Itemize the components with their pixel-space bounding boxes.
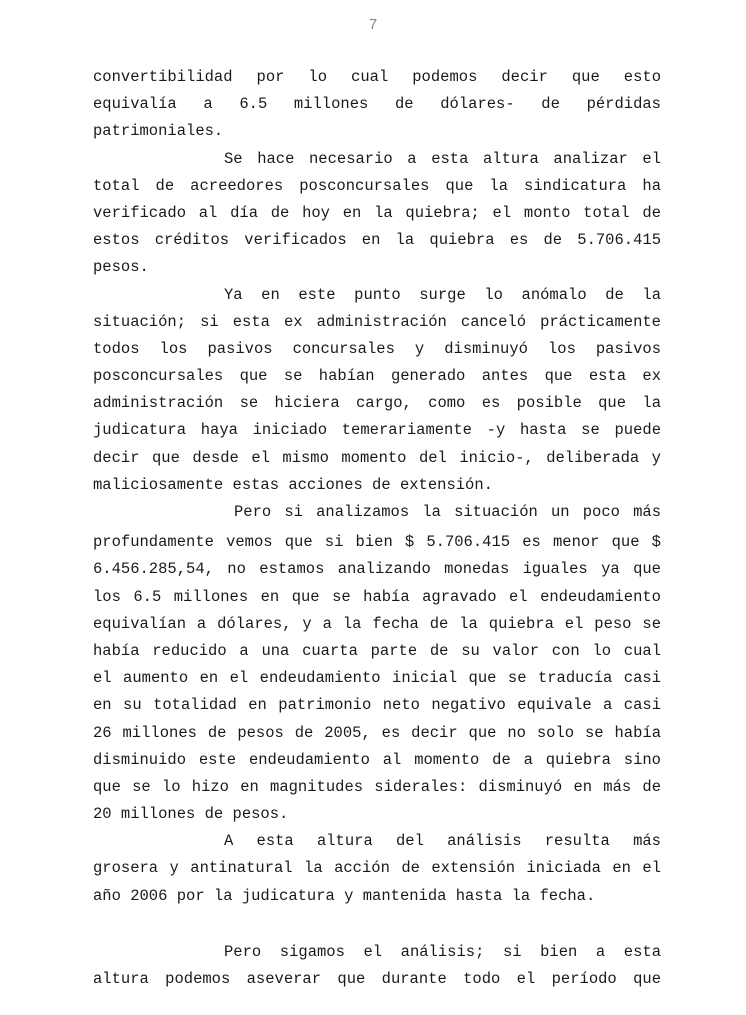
text-line: había reducido a una cuarta parte de su valor con lo cual (93, 641, 661, 660)
text-line: los 6.5 millones en que se había agravado el endeudamiento (93, 587, 661, 606)
paragraph-1 (93, 64, 661, 146)
text-line: administración se hiciera cargo, como es posible que la (93, 394, 661, 413)
text-line: grosera y antinatural la acción de extensión iniciada en el (93, 859, 661, 878)
text-line: total de acreedores posconcursales que la sindicatura ha (93, 176, 661, 195)
text-line: Pero sigamos el análisis; si bien a esta (224, 942, 661, 961)
text-line: 26 millones de pesos de 2005, es decir que no solo se había (93, 723, 661, 742)
text-line: en su totalidad en patrimonio neto negativo equivale a casi (93, 696, 661, 715)
text-line: equivalían a dólares, y a la fecha de la quiebra el peso se (93, 614, 661, 633)
text-line: año 2006 por la judicatura y mantenida hasta la fecha. (93, 886, 596, 905)
text-line: todos los pasivos concursales y disminuyó los pasivos (93, 339, 661, 358)
text-line: el aumento en el endeudamiento inicial que se traducía casi (93, 669, 661, 688)
text-line: judicatura haya iniciado temerariamente -y hasta se puede (93, 421, 661, 440)
text-line: patrimoniales. (93, 122, 224, 141)
text-line: altura podemos aseverar que durante todo el período que (93, 970, 661, 988)
text-line: decir que desde el mismo momento del inicio-, deliberada y (93, 448, 661, 467)
text-line: convertibilidad por lo cual podemos decir que esto (93, 68, 661, 86)
text-line: Ya en este punto surge lo anómalo de la (224, 285, 661, 304)
page-number: 7 (368, 16, 378, 33)
text-line: maliciosamente estas acciones de extensión. (93, 475, 493, 494)
text-line: estos créditos verificados en la quiebra es de 5.706.415 (93, 231, 661, 250)
text-line: 6.456.285,54, no estamos analizando monedas iguales ya que (93, 560, 661, 579)
paragraph-2 (93, 146, 661, 282)
document-body (93, 64, 661, 993)
text-line: A esta altura del análisis resulta más (224, 832, 661, 851)
text-line: verificado al día de hoy en la quiebra; el monto total de (93, 203, 661, 222)
text-line: equivalía a 6.5 millones de dólares- de pérdidas (93, 95, 661, 114)
text-line: Se hace necesario a esta altura analizar el (224, 149, 661, 168)
text-line: Pero si analizamos la situación un poco más (234, 503, 661, 521)
text-line: que se lo hizo en magnitudes siderales: disminuyó en más de (93, 777, 661, 796)
text-line: disminuido este endeudamiento al momento de a quiebra sino (93, 750, 661, 769)
text-line: posconcursales que se habían generado antes que esta ex (93, 367, 661, 386)
paragraph-5 (93, 828, 661, 910)
text-line: pesos. (93, 258, 149, 277)
text-line: situación; si esta ex administración canceló prácticamente (93, 312, 661, 331)
text-line: profundamente vemos que si bien $ 5.706.415 es menor que $ (93, 533, 661, 552)
paragraph-4 (93, 499, 661, 828)
paragraph-3 (93, 282, 661, 500)
paragraph-6 (93, 939, 661, 993)
text-line: 20 millones de pesos. (93, 805, 289, 824)
